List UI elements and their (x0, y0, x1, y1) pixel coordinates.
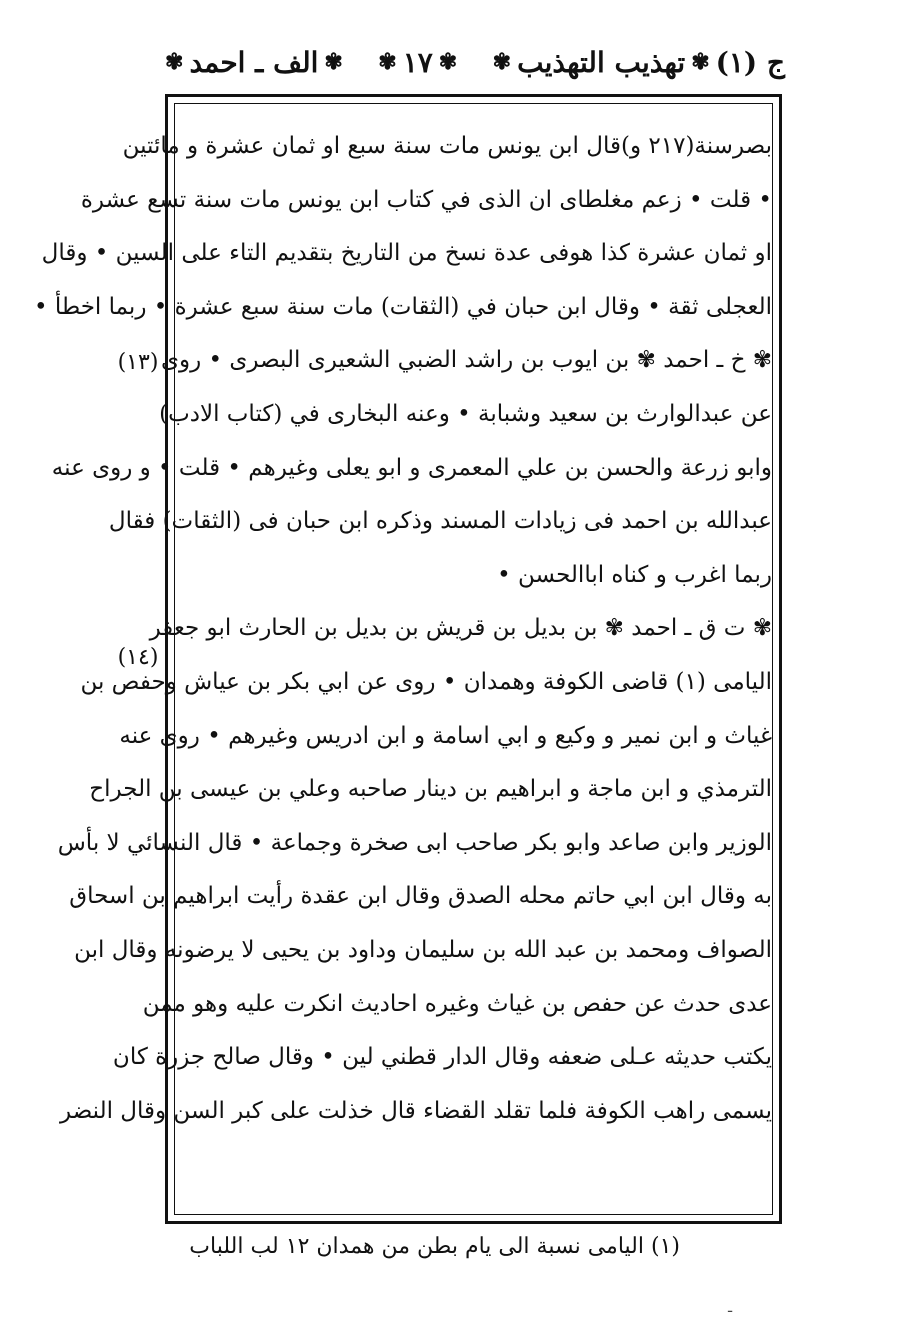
header-right-group (493, 46, 785, 79)
flower-ornament-icon: ✾ (691, 49, 710, 75)
text-line-11: اليامى (١) قاضى الكوفة وهمدان • روى عن ابي بكر بن عياش وحفص بن (80, 668, 772, 695)
text-line-7: وابو زرعة والحسن بن علي المعمرى و ابو يعلى وغيرهم • قلت • و روى عنه (51, 454, 772, 481)
text-line-3: او ثمان عشرة كذا هوفى عدة نسخ من التاريخ بتقديم التاء على السين • وقال (41, 240, 772, 267)
section-label: الف ـ احمد (189, 45, 319, 79)
text-line-1: بصرسنة(٢١٧ و)قال ابن يونس مات سنة سبع او ثمان عشرة و مائتين (122, 133, 772, 159)
stray-mark: ـ (728, 1300, 733, 1316)
flower-ornament-icon: ✾ (378, 49, 397, 75)
flower-ornament-icon: ✾ (492, 49, 512, 75)
page-number: ١٧ (402, 45, 433, 79)
text-line-10: ✾ ت ق ـ احمد ✾ بن بديل بن قريش بن بديل بن الحارث ابو جعفر (149, 615, 772, 642)
text-line-9: ربما اغرب و كناه اباالحسن • (497, 561, 772, 588)
text-line-17: عدى حدث عن حفص بن غياث وغيره احاديث انكرت عليه وهو ممن (142, 990, 772, 1017)
book-title: تهذيب التهذيب (517, 45, 686, 79)
header-left-group (165, 46, 343, 79)
text-line-16: الصواف ومحمد بن عبد الله بن سليمان وداود بن يحيى لا يرضونه وقال ابن (74, 936, 772, 963)
text-line-4: العجلى ثقة • وقال ابن حبان في (الثقات) مات سنة سبع عشرة • ربما اخطأ • (33, 293, 772, 320)
running-header (165, 42, 785, 82)
header-page-group (378, 46, 457, 79)
text-line-14: الوزير وابن صاعد وابو بكر صاحب ابى صخرة وجماعة • قال النسائي لا بأس (57, 829, 772, 856)
text-line-18: يكتب حديثه عـلى ضعفه وقال الدار قطني لين • وقال صالح جزرة كان (112, 1044, 772, 1071)
text-line-8: عبدالله بن احمد فى زيادات المسند وذكره ابن حبان فى (الثقات) فقال (108, 508, 772, 535)
text-line-12: غياث و ابن نمير و وكيع و ابي اسامة و ابن ادريس وغيرهم • روى عنه (119, 722, 772, 749)
text-line-6: عن عبدالوارث بن سعيد وشبابة • وعنه البخارى في (كتاب الادب) (159, 400, 772, 427)
entry-number-14: (١٤) (117, 645, 159, 670)
text-line-15: به وقال ابن ابي حاتم محله الصدق وقال ابن عقدة رأيت ابراهيم بن اسحاق (69, 883, 772, 910)
text-line-13: الترمذي و ابن ماجة و ابراهيم بن دينار صاحبه وعلي بن عيسى بن الجراح (89, 776, 772, 803)
text-line-2: • قلت • زعم مغلطاى ان الذى في كتاب ابن يونس مات سنة تسع عشرة (80, 186, 772, 213)
text-line-19: يسمى راهب الكوفة فلما تقلد القضاء قال خذلت على كبر السن وقال النضر (60, 1097, 772, 1124)
flower-ornament-icon: ✾ (165, 49, 184, 75)
entry-number-13: (١٣) (117, 350, 159, 375)
volume-label: ج (١) (715, 45, 785, 79)
footnote: (١) اليامى نسبة الى يام بطن من همدان ١٢ لب اللباب (189, 1234, 680, 1259)
flower-ornament-icon: ✾ (324, 49, 343, 75)
flower-ornament-icon: ✾ (438, 49, 458, 75)
text-line-5: ✾ خ ـ احمد ✾ بن ايوب بن راشد الضبي الشعيرى البصرى • روى (161, 347, 772, 374)
